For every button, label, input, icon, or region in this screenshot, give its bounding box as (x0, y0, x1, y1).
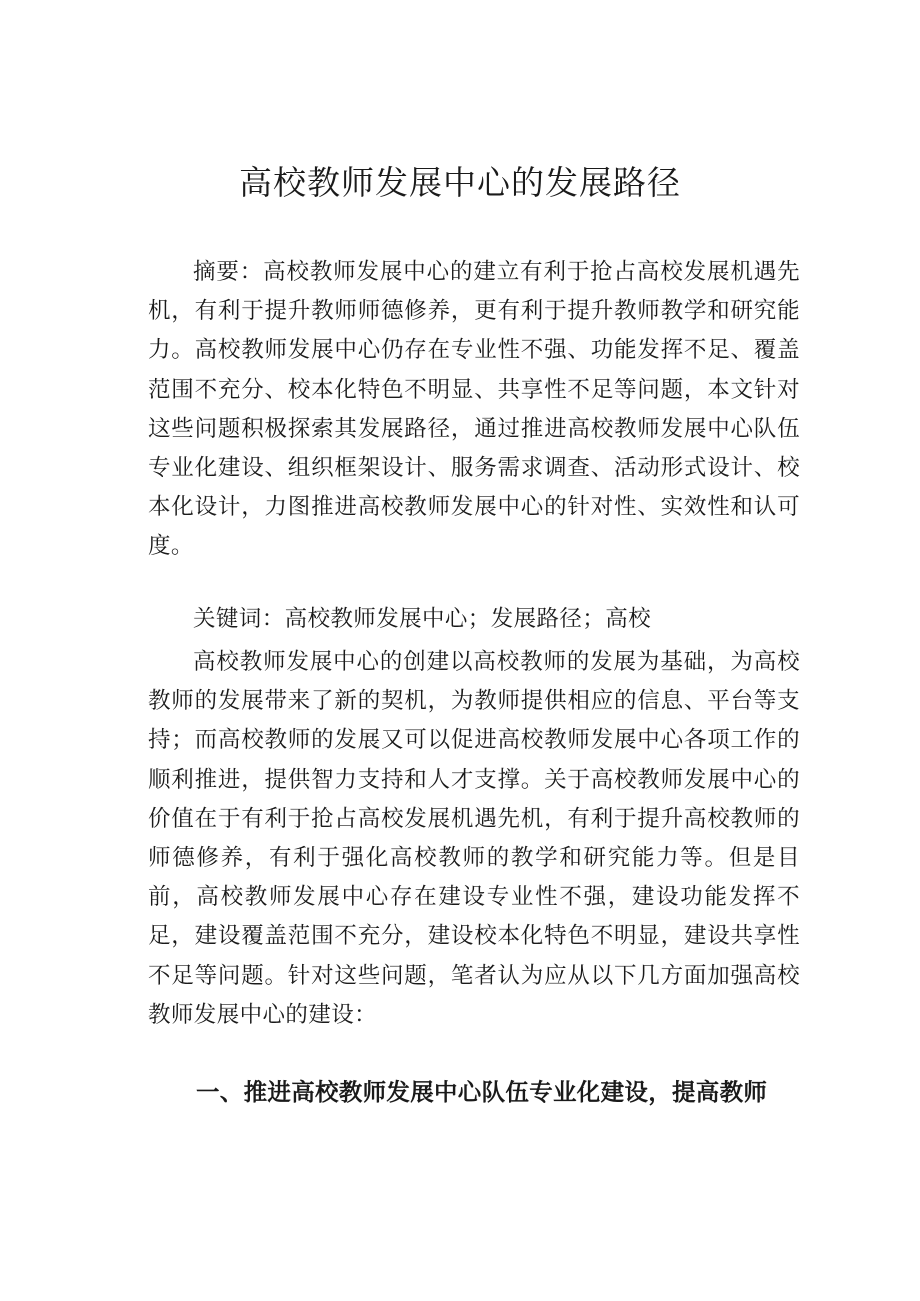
section-heading: 一、推进高校教师发展中心队伍专业化建设，提高教师 (196, 1078, 768, 1106)
intro-section (148, 643, 800, 1035)
intro-paragraph: 高校教师发展中心的创建以高校教师的发展为基础，为高校教师的发展带来了新的契机，为教师提供相应的信息、平台等支持；而高校教师的发展又可以促进高校教师发展中心各项工作的顺利推进，提供智力支持和人才支撑。关于高校教师发展中心的价值在于有利于抢占高校发展机遇先机，有利于提升高校教师的师德修养，有利于强化高校教师的教学和研究能力等。但是目前，高校教师发展中心存在建设专业性不强，建设功能发挥不足，建设覆盖范围不充分，建设校本化特色不明显，建设共享性不足等问题。针对这些问题，笔者认为应从以下几方面加强高校教师发展中心的建设： (148, 649, 800, 1028)
keywords-section (148, 600, 800, 639)
document-title: 高校教师发展中心的发展路径 (239, 163, 681, 202)
abstract-paragraph: 摘要：高校教师发展中心的建立有利于抢占高校发展机遇先机，有利于提升教师师德修养，更有利于提升教师教学和研究能力。高校教师发展中心仍存在专业性不强、功能发挥不足、覆盖范围不充分、校本化特色不明显、共享性不足等问题，本文针对这些问题积极探索其发展路径，通过推进高校教师发展中心队伍专业化建设、组织框架设计、服务需求调查、活动形式设计、校本化设计，力图推进高校教师发展中心的针对性、实效性和认可度。 (148, 259, 800, 560)
keywords-paragraph: 关键词：高校教师发展中心；发展路径；高校 (193, 606, 652, 632)
abstract-section (148, 253, 800, 567)
